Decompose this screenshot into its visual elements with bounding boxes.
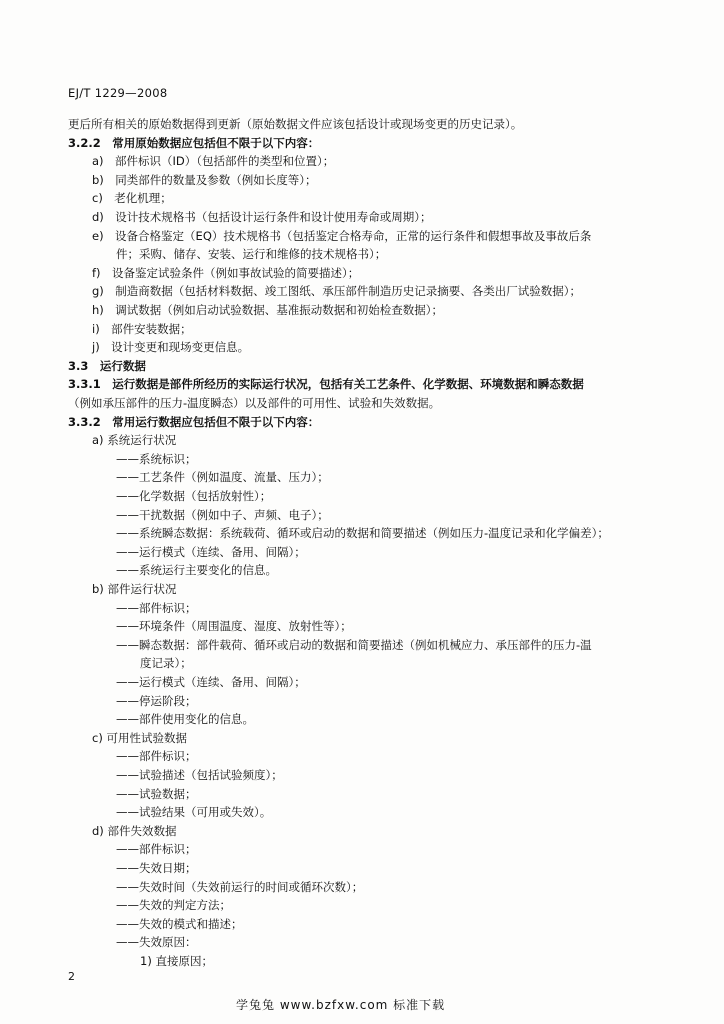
list-item-i: i) 部件安装数据； — [92, 322, 192, 336]
subsection-a-heading: a) 系统运行状况 — [92, 433, 177, 447]
dash-item: ——失效时间（失效前运行的时间或循环次数）； — [116, 880, 364, 894]
list-item-e: e) 设备合格鉴定（EQ）技术规格书（包括鉴定合格寿命，正常的运行条件和假想事故及事故后条 — [92, 229, 592, 243]
list-item-f: f) 设备鉴定试验条件（例如事故试验的简要描述）； — [92, 266, 360, 280]
list-item-b: b) 同类部件的数量及参数（例如长度等）； — [92, 173, 317, 187]
clause-3-3-1-cont: （例如承压部件的压力-温度瞬态）以及部件的可用性、试验和失效数据。 — [68, 396, 441, 410]
clause-3-3-1: 3.3.1 运行数据是部件所经历的实际运行状况，包括有关工艺条件、化学数据、环境数据和瞬态数据 — [68, 377, 584, 391]
list-item-d: d) 设计技术规格书（包括设计运行条件和设计使用寿命或周期）； — [92, 210, 432, 224]
dash-item: ——失效的模式和描述； — [116, 917, 243, 931]
list-item-g: g) 制造商数据（包括材料数据、竣工图纸、承压部件制造历史记录摘要、各类出厂试验数据）； — [92, 284, 582, 298]
subsection-b-heading: b) 部件运行状况 — [92, 582, 177, 596]
dash-item: ——化学数据（包括放射性）； — [116, 489, 272, 503]
dash-item: ——部件标识； — [116, 601, 197, 615]
subsection-c-heading: c) 可用性试验数据 — [92, 731, 187, 745]
dash-item: ——瞬态数据：部件载荷、循环或启动的数据和简要描述（例如机械应力、承压部件的压力-温 — [116, 638, 592, 652]
dash-item: ——工艺条件（例如温度、流量、压力）； — [116, 470, 329, 484]
clause-3-2-2: 3.2.2 常用原始数据应包括但不限于以下内容： — [68, 136, 320, 150]
subsection-d-heading: d) 部件失效数据 — [92, 824, 177, 838]
list-item-c: c) 老化机理； — [92, 191, 172, 205]
dash-item: ——部件标识； — [116, 842, 197, 856]
dash-item: ——失效日期； — [116, 861, 197, 875]
dash-item-cont: 度记录）； — [140, 656, 192, 670]
dash-item: ——运行模式（连续、备用、间隔）； — [116, 545, 306, 559]
continuation-text: 更后所有相关的原始数据得到更新（原始数据文件应该包括设计或现场变更的历史记录）。 — [68, 117, 523, 131]
dash-item: ——运行模式（连续、备用、间隔）； — [116, 675, 306, 689]
clause-3-3-2: 3.3.2 常用运行数据应包括但不限于以下内容： — [68, 415, 320, 429]
watermark-footer: 学兔兔 www.bzfxw.com 标准下载 — [236, 998, 446, 1012]
list-item-h: h) 调试数据（例如启动试验数据、基准振动数据和初始检查数据）； — [92, 303, 444, 317]
list-item-j: j) 设计变更和现场变更信息。 — [92, 340, 250, 354]
dash-item: ——失效的判定方法； — [116, 898, 231, 912]
dash-item: ——部件标识； — [116, 749, 197, 763]
section-3-3-title: 3.3 运行数据 — [68, 359, 146, 373]
dash-item: ——停运阶段； — [116, 694, 197, 708]
list-item-e-cont: 件；采购、储存、安装、运行和维修的技术规格书）； — [116, 247, 387, 261]
dash-item: ——干扰数据（例如中子、声频、电子）； — [116, 508, 329, 522]
dash-item: ——系统瞬态数据：系统载荷、循环或启动的数据和简要描述（例如压力-温度记录和化学偏差）； — [116, 526, 609, 540]
page-number: 2 — [68, 970, 75, 983]
standard-code-header: EJ/T 1229—2008 — [68, 86, 168, 100]
dash-item: ——试验结果（可用或失效）。 — [116, 805, 272, 819]
dash-item: ——环境条件（周围温度、湿度、放射性等）； — [116, 619, 352, 633]
dash-item: ——试验数据； — [116, 787, 197, 801]
dash-item: ——失效原因： — [116, 935, 197, 949]
dash-item: ——试验描述（包括试验频度）； — [116, 768, 283, 782]
numbered-subitem: 1) 直接原因； — [140, 954, 213, 968]
dash-item: ——系统标识； — [116, 452, 197, 466]
list-item-a: a) 部件标识（ID）（包括部件的类型和位置）； — [92, 154, 335, 168]
dash-item: ——部件使用变化的信息。 — [116, 712, 254, 726]
dash-item: ——系统运行主要变化的信息。 — [116, 563, 277, 577]
